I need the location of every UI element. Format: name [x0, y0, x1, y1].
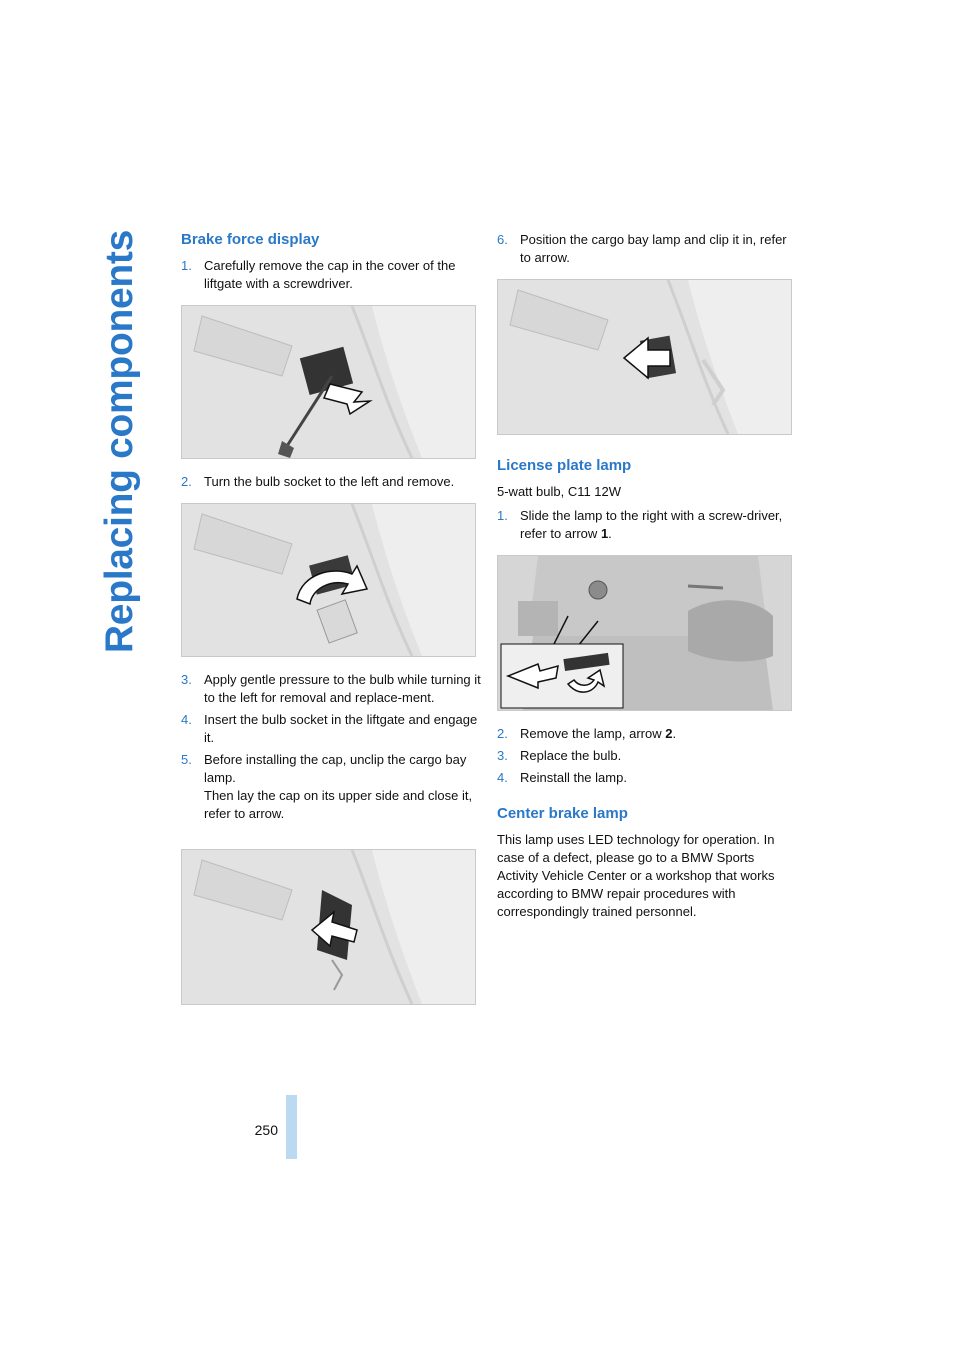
step-number: 4. — [181, 712, 192, 727]
figure-license-lamp — [497, 555, 792, 711]
step-number: 5. — [181, 752, 192, 767]
step-number: 4. — [497, 770, 508, 785]
step-text: Insert the bulb socket in the liftgate and engage it. — [204, 712, 478, 745]
list-item — [497, 725, 797, 743]
step-number: 2. — [497, 726, 508, 741]
step-number: 3. — [497, 748, 508, 763]
list-item — [497, 747, 797, 765]
step-number: 3. — [181, 672, 192, 687]
figure-remove-socket — [181, 503, 476, 657]
list-item — [181, 711, 481, 747]
list-item — [181, 473, 481, 491]
step-text: Carefully remove the cap in the cover of the liftgate with a screwdriver. — [204, 258, 456, 291]
step-text: Position the cargo bay lamp and clip it in, refer to arrow. — [520, 232, 787, 265]
step-text: Apply gentle pressure to the bulb while turning it to the left for removal and replace-ment. — [204, 672, 481, 705]
step-text: Remove the lamp, arrow — [520, 726, 662, 741]
list-item — [181, 751, 481, 823]
list-item — [497, 231, 797, 267]
heading-brake-force-display: Brake force display — [181, 231, 320, 248]
bulb-spec: 5-watt bulb, C11 12W — [497, 484, 622, 499]
arrow-number: 2 — [665, 726, 673, 741]
step-text: Before installing the cap, unclip the cargo bay lamp. — [204, 752, 467, 785]
step-number: 6. — [497, 232, 508, 247]
step-text: Turn the bulb socket to the left and remove. — [204, 474, 455, 489]
left-column — [181, 231, 481, 1005]
list-item — [181, 257, 481, 293]
step-text: Reinstall the lamp. — [520, 770, 627, 785]
step-text: Slide the lamp to the right with a screw-driver, refer to arrow — [520, 508, 783, 541]
step-number: 1. — [181, 258, 192, 273]
figure-remove-cap — [181, 305, 476, 459]
list-item — [181, 671, 481, 707]
center-brake-lamp-text: This lamp uses LED technology for operation. In case of a defect, please go to a BMW Sports Activity Vehicle Center or a workshop that works according to BMW repair procedures with correspondingly trained personnel. — [497, 832, 775, 919]
list-item — [497, 507, 797, 543]
right-column — [497, 231, 797, 921]
side-title: Replacing components — [98, 230, 141, 654]
heading-center-brake-lamp: Center brake lamp — [497, 805, 628, 822]
step-text-end: . — [672, 726, 677, 741]
page-bar — [286, 1095, 297, 1159]
step-number: 1. — [497, 508, 508, 523]
step-text-end: . — [608, 526, 612, 541]
figure-close-cap — [181, 849, 476, 1005]
figure-clip-lamp — [497, 279, 792, 435]
step-text: Replace the bulb. — [520, 748, 622, 763]
list-item — [497, 769, 797, 787]
heading-license-plate-lamp: License plate lamp — [497, 457, 632, 474]
step-number: 2. — [181, 474, 192, 489]
step-text-continued: Then lay the cap on its upper side and close it, refer to arrow. — [204, 788, 473, 821]
arrow-number: 1 — [600, 526, 609, 541]
page-number: 250 — [254, 1122, 278, 1138]
